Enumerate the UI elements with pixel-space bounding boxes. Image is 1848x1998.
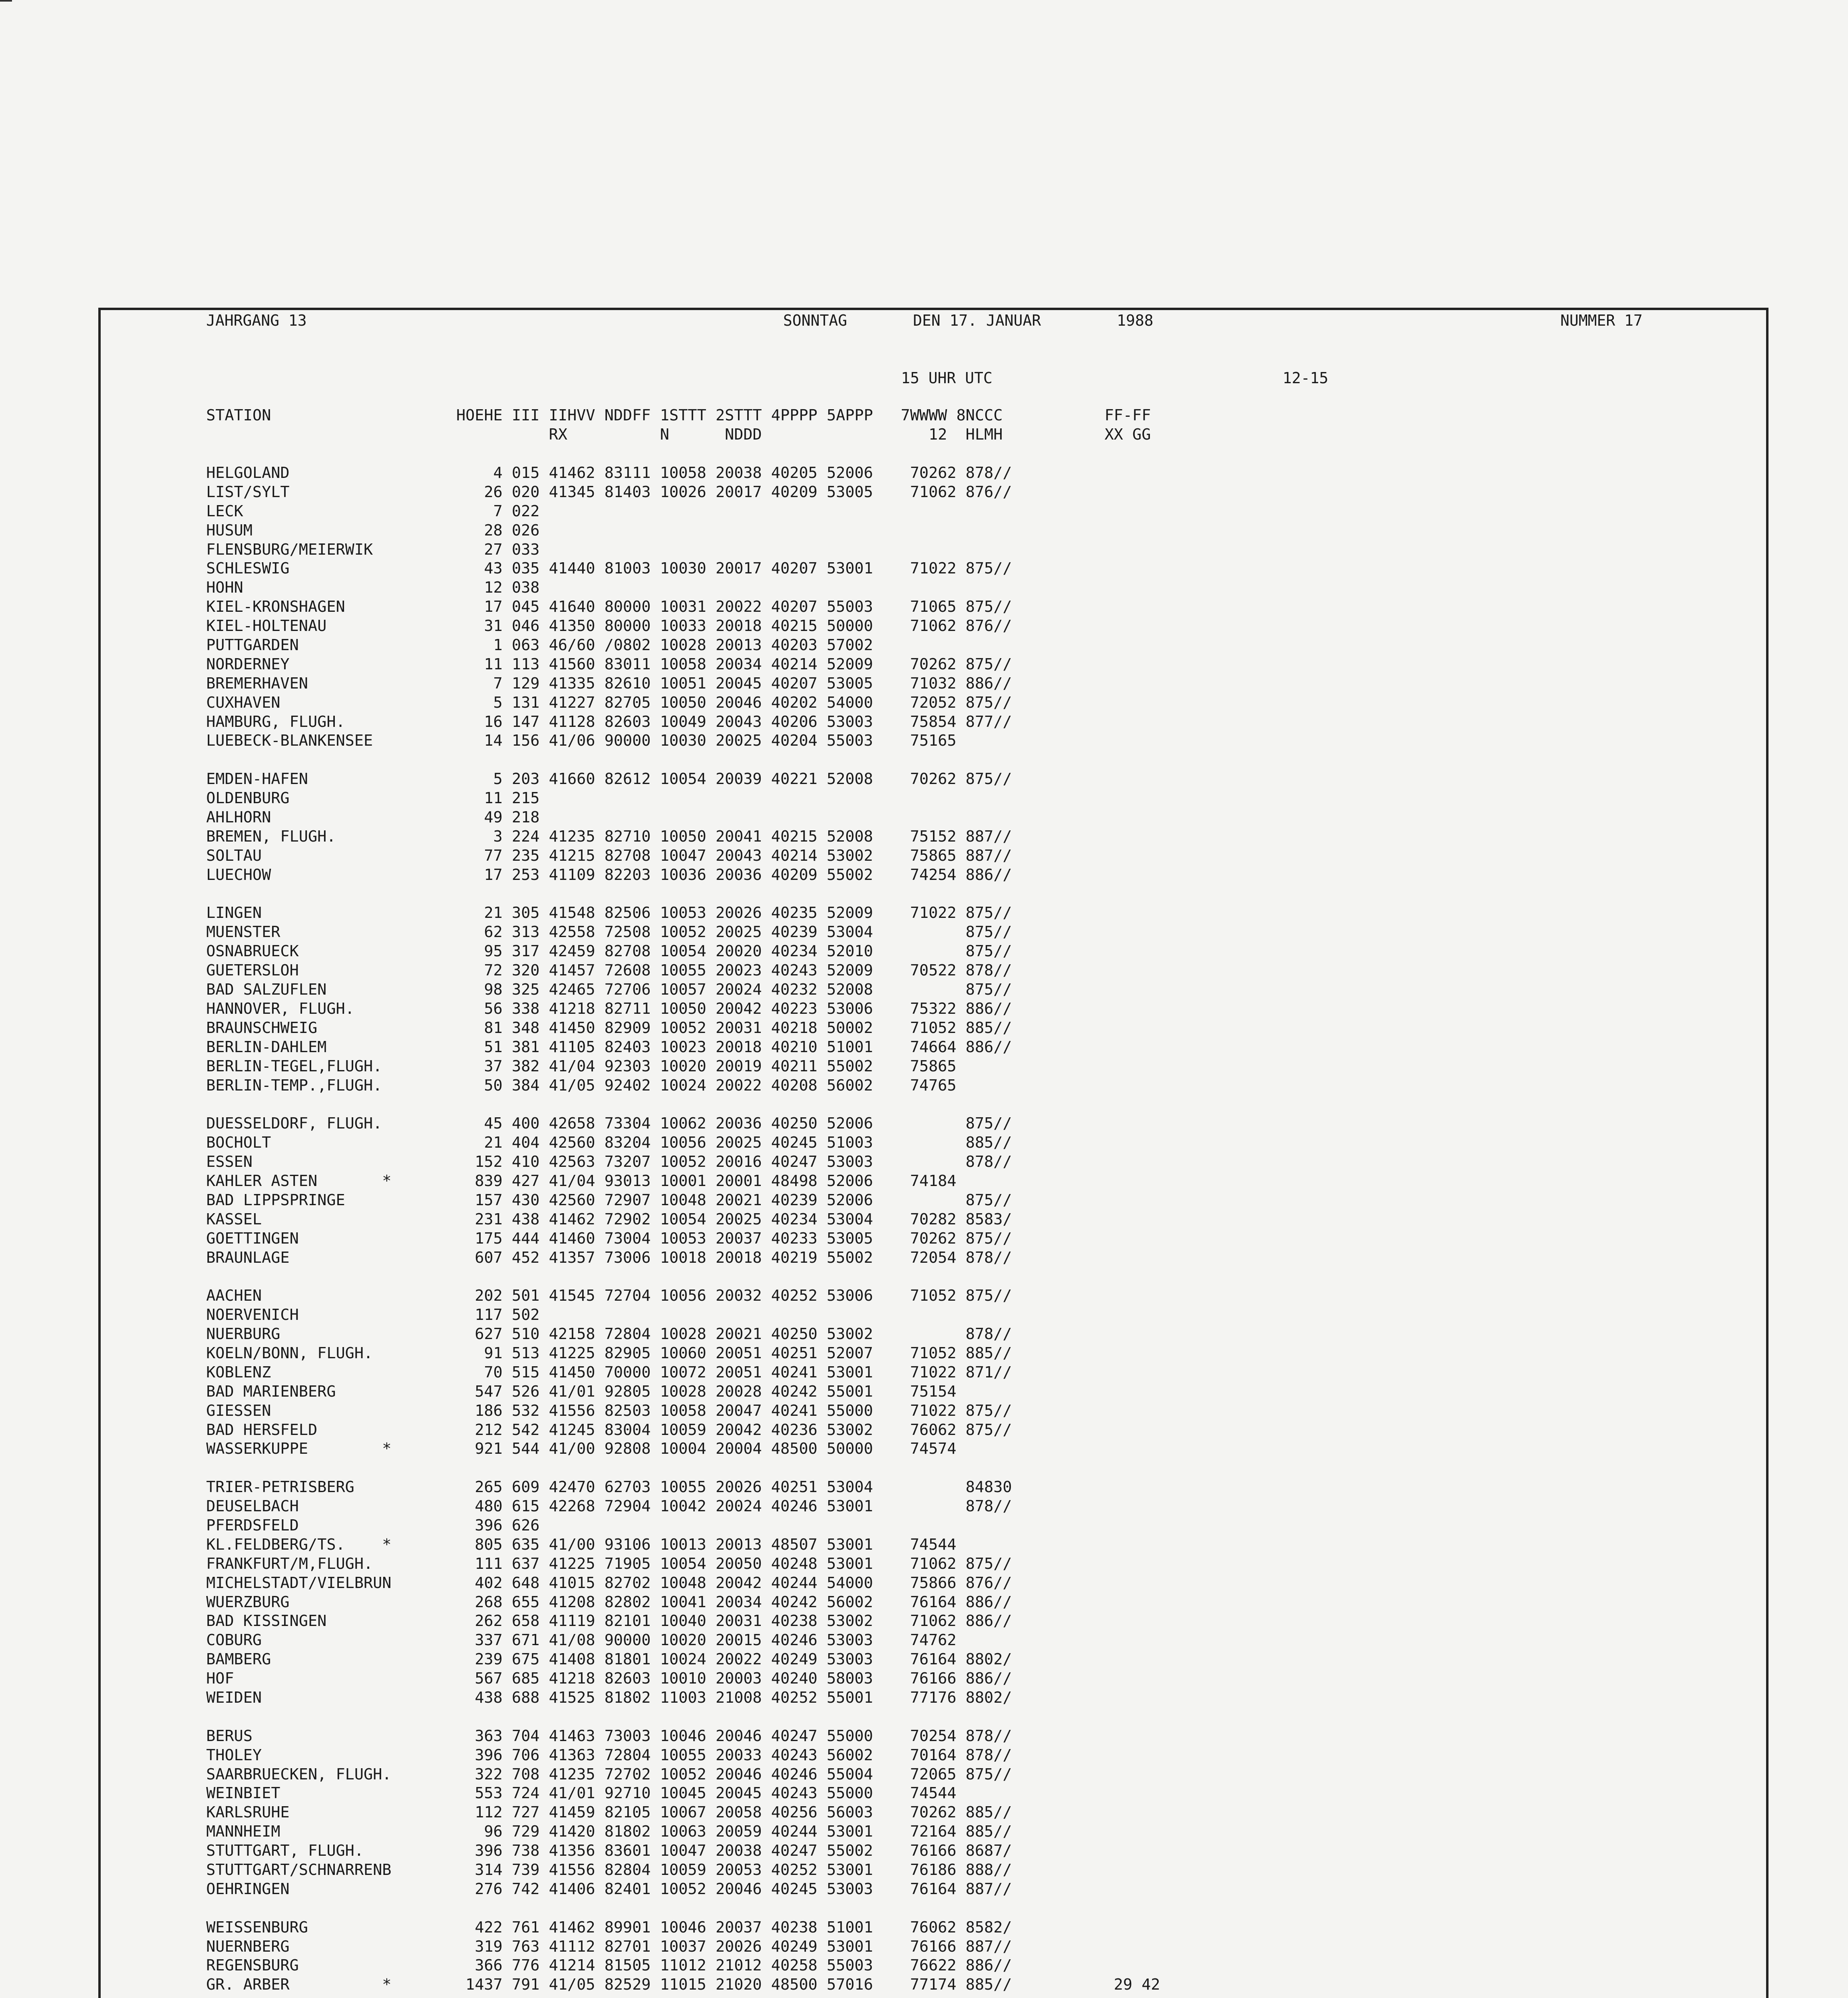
table-row: BERLIN-DAHLEM 51 381 41105 82403 10023 20018 40210 51001 74664 886// [206,1038,1012,1056]
table-row: TRIER-PETRISBERG 265 609 42470 62703 10055 20026 40251 53004 84830 [206,1478,1012,1497]
table-row: BERUS 363 704 41463 73003 10046 20046 40247 55000 70254 878// [206,1727,1012,1745]
table-row: LINGEN 21 305 41548 82506 10053 20026 40235 52009 71022 875// [206,904,1012,922]
table-row: AHLHORN 49 218 [206,808,540,827]
table-row: REGENSBURG 366 776 41214 81505 11012 21012 40258 55003 76622 886// [206,1956,1012,1975]
table-row: OSNABRUECK 95 317 42459 82708 10054 20020 40234 52010 875// [206,942,1012,961]
table-group-spacer [206,1899,1160,1918]
table-row: DEUSELBACH 480 615 42268 72904 10042 20024 40246 53001 878// [206,1497,1012,1516]
table-row: HANNOVER, FLUGH. 56 338 41218 82711 10050 20042 40223 53006 75322 886// [206,999,1012,1018]
table-row: NUERNBERG 319 763 41112 82701 10037 20026 40249 53001 76166 887// [206,1937,1012,1956]
table-row: WEISSENBURG 422 761 41462 89901 10046 20037 40238 51001 76062 8582/ [206,1918,1012,1936]
column-headers-line2: RX N NDDD 12 HLMH XX GG [206,426,1151,444]
table-row: MANNHEIM 96 729 41420 81802 10063 20059 40244 53001 72164 885// [206,1823,1012,1841]
table-row: BAD SALZUFLEN 98 325 42465 72706 10057 20024 40232 52008 875// [206,981,1012,999]
table-row: STUTTGART, FLUGH. 396 738 41356 83601 10047 20038 40247 55002 76166 8687/ [206,1842,1012,1860]
table-row: KOELN/BONN, FLUGH. 91 513 41225 82905 10060 20051 40251 52007 71052 885// [206,1344,1012,1362]
table-row: SCHLESWIG 43 035 41440 81003 10030 20017 40207 53001 71022 875// [206,559,1012,578]
table-row: LUEBECK-BLANKENSEE 14 156 41/06 90000 10030 20025 40204 55003 75165 [206,732,957,750]
date-label: DEN 17. JANUAR [913,312,1041,329]
table-group-spacer [206,885,1160,904]
table-row: THOLEY 396 706 41363 72804 10055 20033 40243 56002 70164 878// [206,1746,1012,1764]
table-row: BAD MARIENBERG 547 526 41/01 92805 10028 20028 40242 55001 75154 [206,1382,957,1401]
table-row: BOCHOLT 21 404 42560 83204 10056 20025 40245 51003 885// [206,1134,1012,1152]
table-row: HELGOLAND 4 015 41462 83111 10058 20038 40205 52006 70262 878// [206,464,1012,482]
table-row: KIEL-KRONSHAGEN 17 045 41640 80000 10031 20022 40207 55003 71065 875// [206,598,1012,616]
table-row: KARLSRUHE 112 727 41459 82105 10067 20058 40256 56003 70262 885// [206,1803,1012,1822]
table-group-spacer [206,1095,1160,1114]
table-row: FRANKFURT/M,FLUGH. 111 637 41225 71905 10054 20050 40248 53001 71062 875// [206,1554,1012,1573]
table-row: KL.FELDBERG/TS. * 805 635 41/00 93106 10013 20013 48507 53001 74544 [206,1535,957,1554]
table-row: OEHRINGEN 276 742 41406 82401 10052 20046 40245 53003 76164 887// [206,1880,1012,1898]
table-row: BRAUNSCHWEIG 81 348 41450 82909 10052 20031 40218 50002 71052 885// [206,1019,1012,1037]
table-row: KIEL-HOLTENAU 31 046 41350 80000 10033 20018 40215 50000 71062 876// [206,617,1012,635]
table-row: SAARBRUECKEN, FLUGH. 322 708 41235 72702 10052 20046 40246 55004 72065 875// [206,1765,1012,1783]
table-row: LUECHOW 17 253 41109 82203 10036 20036 40209 55002 74254 886// [206,866,1012,884]
table-row: MUENSTER 62 313 42558 72508 10052 20025 40239 53004 875// [206,923,1012,941]
table-row: BERLIN-TEGEL,FLUGH. 37 382 41/04 92303 10020 20019 40211 55002 75865 [206,1057,957,1075]
table-row: BREMEN, FLUGH. 3 224 41235 82710 10050 20041 40215 52008 75152 887// [206,827,1012,846]
table-group-spacer [206,1267,1160,1286]
table-row: FLENSBURG/MEIERWIK 27 033 [206,540,540,559]
table-row: DUESSELDORF, FLUGH. 45 400 42658 73304 10062 20036 40250 52006 875// [206,1114,1012,1133]
column-headers-line1: STATION HOEHE III IIHVV NDDFF 1STTT 2STTT 4PPPP 5APPP 7WWWW 8NCCC FF-FF [206,406,1151,424]
table-row: MICHELSTADT/VIELBRUN 402 648 41015 82702 10048 20042 40244 54000 75866 876// [206,1574,1012,1592]
table-row: KASSEL 231 438 41462 72902 10054 20025 40234 53004 70282 8583/ [206,1210,1012,1228]
table-row: BAD HERSFELD 212 542 41245 83004 10059 20042 40236 53002 76062 875// [206,1421,1012,1439]
table-row: AACHEN 202 501 41545 72704 10056 20032 40252 53006 71052 875// [206,1287,1012,1305]
table-row: BREMERHAVEN 7 129 41335 82610 10051 20045 40207 53005 71032 886// [206,674,1012,693]
table-group-spacer [206,1707,1160,1727]
table-row: BAD KISSINGEN 262 658 41119 82101 10040 20031 40238 53002 71062 886// [206,1612,1012,1630]
table-group-spacer [206,750,1160,770]
table-row: ESSEN 152 410 42563 73207 10052 20016 40247 53003 878// [206,1153,1012,1171]
table-row: WEIDEN 438 688 41525 81802 11003 21008 40252 55001 77176 8802/ [206,1689,1012,1707]
table-row: GIESSEN 186 532 41556 82503 10058 20047 40241 55000 71022 875// [206,1401,1012,1420]
table-row: COBURG 337 671 41/08 90000 10020 20015 40246 53003 74762 [206,1631,957,1650]
table-row: GR. ARBER * 1437 791 41/05 82529 11015 21020 48500 57016 77174 885// 29 42 [206,1976,1160,1994]
table-row: HOF 567 685 41218 82603 10010 20003 40240 58003 76166 886// [206,1670,1012,1688]
table-row: KAHLER ASTEN * 839 427 41/04 93013 10001 20001 48498 52006 74184 [206,1172,957,1190]
table-row: HUSUM 28 026 [206,521,540,539]
table-row: WUERZBURG 268 655 41208 82802 10041 20034 40242 56002 76164 886// [206,1593,1012,1611]
table-row: EMDEN-HAFEN 5 203 41660 82612 10054 20039 40221 52008 70262 875// [206,770,1012,788]
station-table [206,464,1160,1998]
table-row: KOBLENZ 70 515 41450 70000 10072 20051 40241 53001 71022 871// [206,1363,1012,1381]
table-row: HAMBURG, FLUGH. 16 147 41128 82603 10049 20043 40206 53003 75854 877// [206,712,1012,731]
table-row: OLDENBURG 11 215 [206,789,540,808]
time-range: 12-15 [1283,369,1329,387]
issue-number: NUMMER 17 [1560,312,1643,329]
table-row: SOLTAU 77 235 41215 82708 10047 20043 40214 53002 75865 887// [206,846,1012,865]
table-row: BAMBERG 239 675 41408 81801 10024 20022 40249 53003 76164 8802/ [206,1650,1012,1669]
table-row: STUTTGART/SCHNARRENB 314 739 41556 82804 10059 20053 40252 53001 76186 888// [206,1861,1012,1879]
table-row: GUETERSLOH 72 320 41457 72608 10055 20023 40243 52009 70522 878// [206,961,1012,980]
table-row: WASSERKUPPE * 921 544 41/00 92808 10004 20004 48500 50000 74574 [206,1440,957,1458]
table-row: NOERVENICH 117 502 [206,1306,540,1324]
table-row: CUXHAVEN 5 131 41227 82705 10050 20046 40202 54000 72052 875// [206,693,1012,712]
table-row: WEINBIET 553 724 41/01 92710 10045 20045 40243 55000 74544 [206,1784,957,1803]
table-group-spacer [206,1459,1160,1478]
table-row: GOETTINGEN 175 444 41460 73004 10053 20037 40233 53005 70262 875// [206,1229,1012,1248]
year-label: 1988 [1117,312,1154,329]
table-group-spacer [206,1994,1160,1998]
volume-label: JAHRGANG 13 [206,312,307,329]
table-row: HOHN 12 038 [206,579,540,597]
table-row: NUERBURG 627 510 42158 72804 10028 20021 40250 53002 878// [206,1325,1012,1343]
table-row: BERLIN-TEMP.,FLUGH. 50 384 41/05 92402 10024 20022 40208 56002 74765 [206,1076,957,1095]
table-row: NORDERNEY 11 113 41560 83011 10058 20034 40214 52009 70262 875// [206,655,1012,673]
table-row: BAD LIPPSPRINGE 157 430 42560 72907 10048 20021 40239 52006 875// [206,1191,1012,1209]
table-row: LIST/SYLT 26 020 41345 81403 10026 20017 40209 53005 71062 876// [206,483,1012,501]
table-row: PFERDSFELD 396 626 [206,1516,540,1534]
table-row: LECK 7 022 [206,502,540,520]
table-row: BRAUNLAGE 607 452 41357 73006 10018 20018 40219 55002 72054 878// [206,1248,1012,1267]
observation-time: 15 UHR UTC [901,369,993,387]
table-row: PUTTGARDEN 1 063 46/60 /0802 10028 20013 40203 57002 [206,636,873,655]
weekday-label: SONNTAG [783,312,847,329]
corner-mark [0,0,12,14]
